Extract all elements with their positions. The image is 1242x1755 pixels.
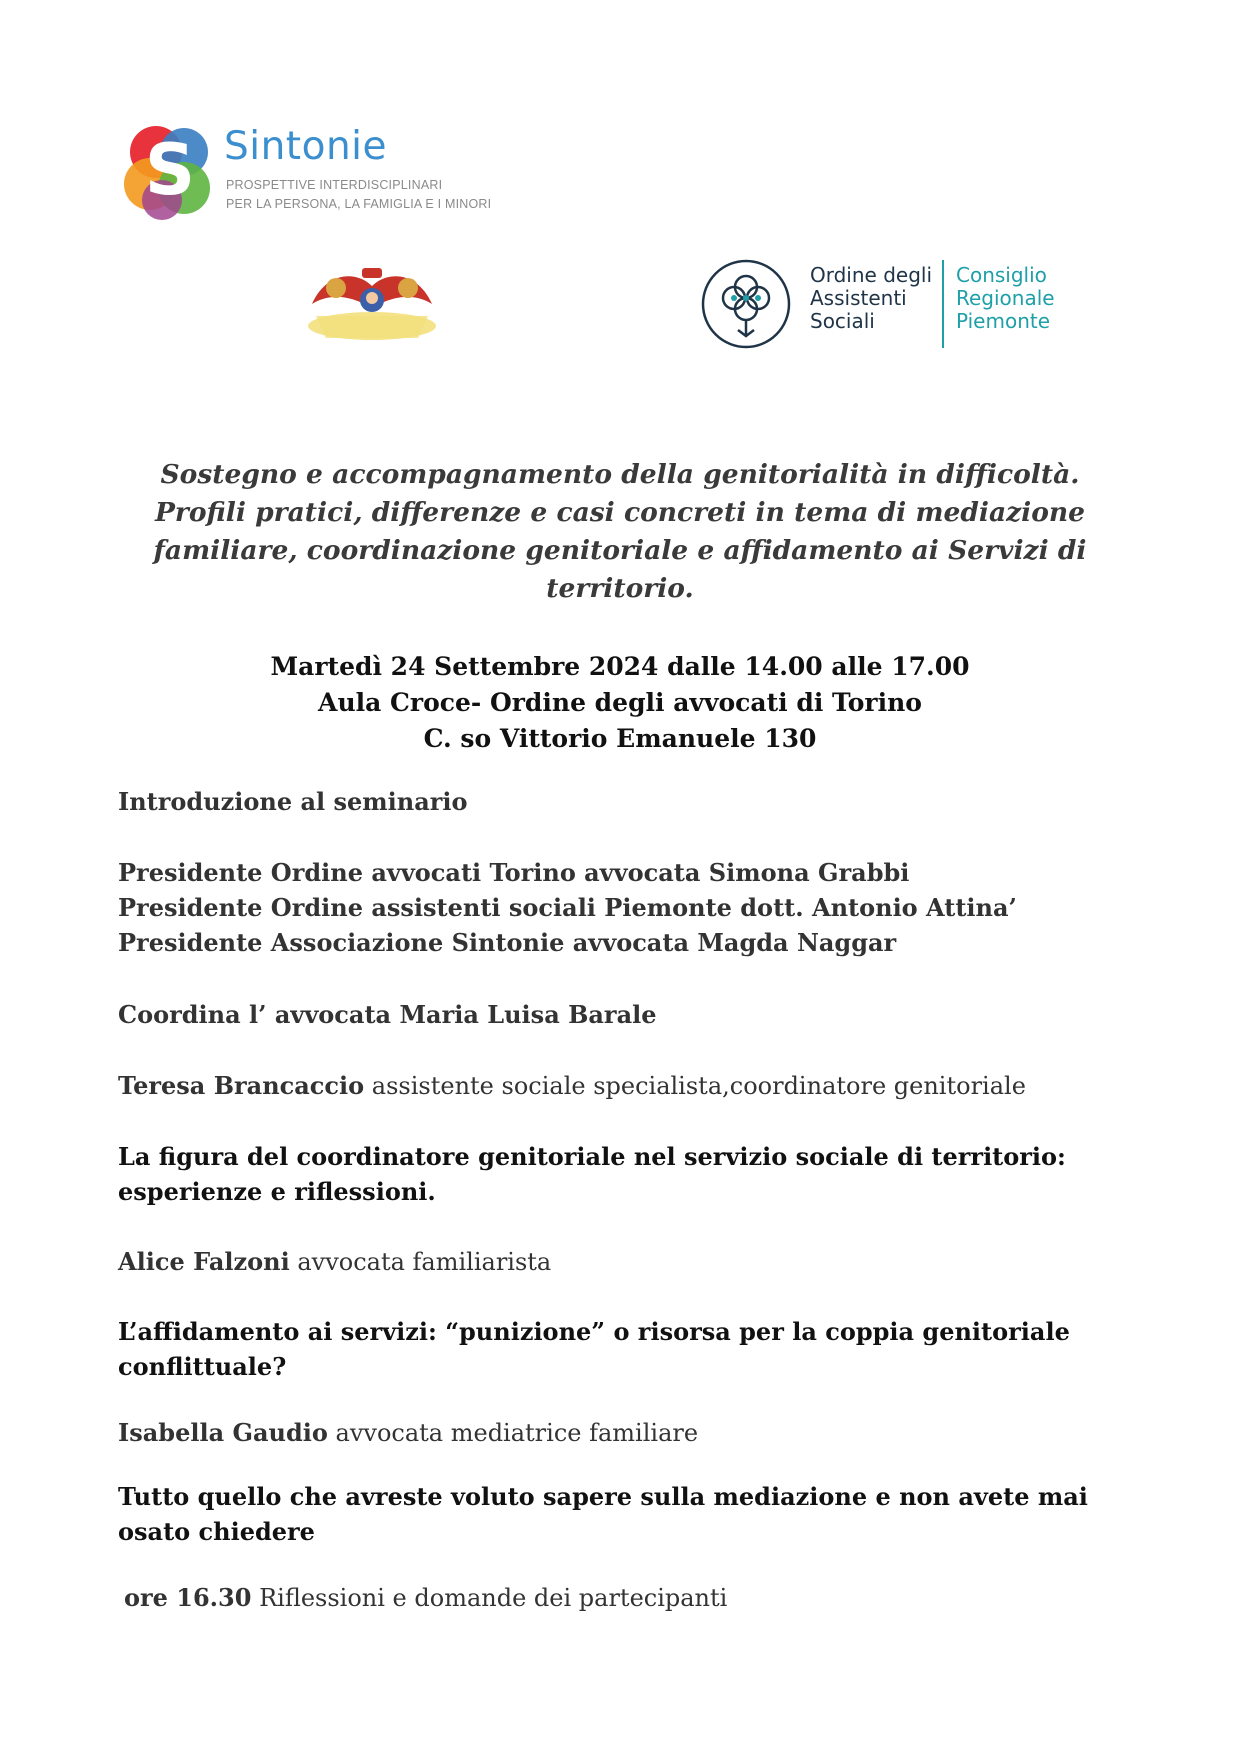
intro-heading: Introduzione al seminario xyxy=(118,787,468,816)
talk-title-line: osato chiedere xyxy=(118,1517,315,1546)
speaker-entry xyxy=(118,1415,1118,1451)
talk-title xyxy=(118,1314,1118,1384)
talk-title-line: L’affidamento ai servizi: “punizione” o risorsa per la coppia genitoriale xyxy=(118,1317,1070,1346)
talk-title-line: conflittuale? xyxy=(118,1352,287,1381)
speaker-name: Teresa Brancaccio xyxy=(118,1071,365,1100)
oas-region-line1: Consiglio xyxy=(956,263,1047,287)
closing-text: Riflessioni e domande dei partecipanti xyxy=(251,1584,728,1612)
closing-item xyxy=(124,1580,1124,1616)
speaker-entry xyxy=(118,1068,1118,1104)
president-line: Presidente Ordine avvocati Torino avvocata Simona Grabbi xyxy=(118,858,910,887)
speaker-role: avvocata familiarista xyxy=(289,1248,552,1276)
talk-title-line: La figura del coordinatore genitoriale nel servizio sociale di territorio: xyxy=(118,1142,1066,1171)
speaker-role: avvocata mediatrice familiare xyxy=(327,1419,699,1447)
talk-title xyxy=(118,1139,1118,1209)
sintonie-subtitle-line2: PER LA PERSONA, LA FAMIGLIA E I MINORI xyxy=(226,197,492,211)
oas-name-line3: Sociali xyxy=(810,309,875,333)
closing-time: ore 16.30 xyxy=(124,1583,252,1612)
sintonie-logo xyxy=(122,122,502,222)
coordinator: Coordina l’ avvocata Maria Luisa Barale xyxy=(118,1000,657,1029)
ordine-assistenti-sociali-mark-icon xyxy=(700,258,792,350)
seminar-title xyxy=(100,456,1140,608)
sintonie-logo-icon xyxy=(122,122,218,222)
sintonie-subtitle-line1: PROSPETTIVE INTERDISCIPLINARI xyxy=(226,178,443,192)
president-line: Presidente Ordine assistenti sociali Piemonte dott. Antonio Attina’ xyxy=(118,893,1017,922)
title-line: Sostegno e accompagnamento della genitorialità in difficoltà. xyxy=(160,459,1080,490)
oas-region-line3: Piemonte xyxy=(956,309,1051,333)
event-info xyxy=(100,649,1140,757)
talk-title xyxy=(118,1479,1118,1549)
president-line: Presidente Associazione Sintonie avvocata Magda Naggar xyxy=(118,928,897,957)
ordine-assistenti-sociali-logo xyxy=(700,258,1080,354)
talk-title-line: esperienze e riflessioni. xyxy=(118,1177,436,1206)
title-line: familiare, coordinazione genitoriale e affidamento ai Servizi di xyxy=(153,535,1087,566)
oas-name-line2: Assistenti xyxy=(810,286,907,310)
event-address: C. so Vittorio Emanuele 130 xyxy=(423,724,817,753)
speaker-name: Isabella Gaudio xyxy=(118,1418,328,1447)
speaker-role: assistente sociale specialista,coordinatore genitoriale xyxy=(364,1072,1026,1100)
event-date-time: Martedì 24 Settembre 2024 dalle 14.00 alle 17.00 xyxy=(270,652,970,681)
svg-text:S: S xyxy=(144,129,196,211)
speaker-name: Alice Falzoni xyxy=(118,1247,290,1276)
speaker-entry xyxy=(118,1244,1118,1280)
event-venue: Aula Croce- Ordine degli avvocati di Torino xyxy=(318,688,922,717)
talk-title-line: Tutto quello che avreste voluto sapere sulla mediazione e non avete mai xyxy=(118,1482,1088,1511)
title-line: territorio. xyxy=(546,573,694,604)
oas-divider xyxy=(942,260,944,348)
bar-association-emblem-icon xyxy=(296,264,448,350)
oas-name-line1: Ordine degli xyxy=(810,263,933,287)
presidents-list xyxy=(118,855,1118,960)
title-line: Profili pratici, differenze e casi concreti in tema di mediazione xyxy=(154,497,1086,528)
oas-region-line2: Regionale xyxy=(956,286,1055,310)
sintonie-name: Sintonie xyxy=(224,124,388,169)
